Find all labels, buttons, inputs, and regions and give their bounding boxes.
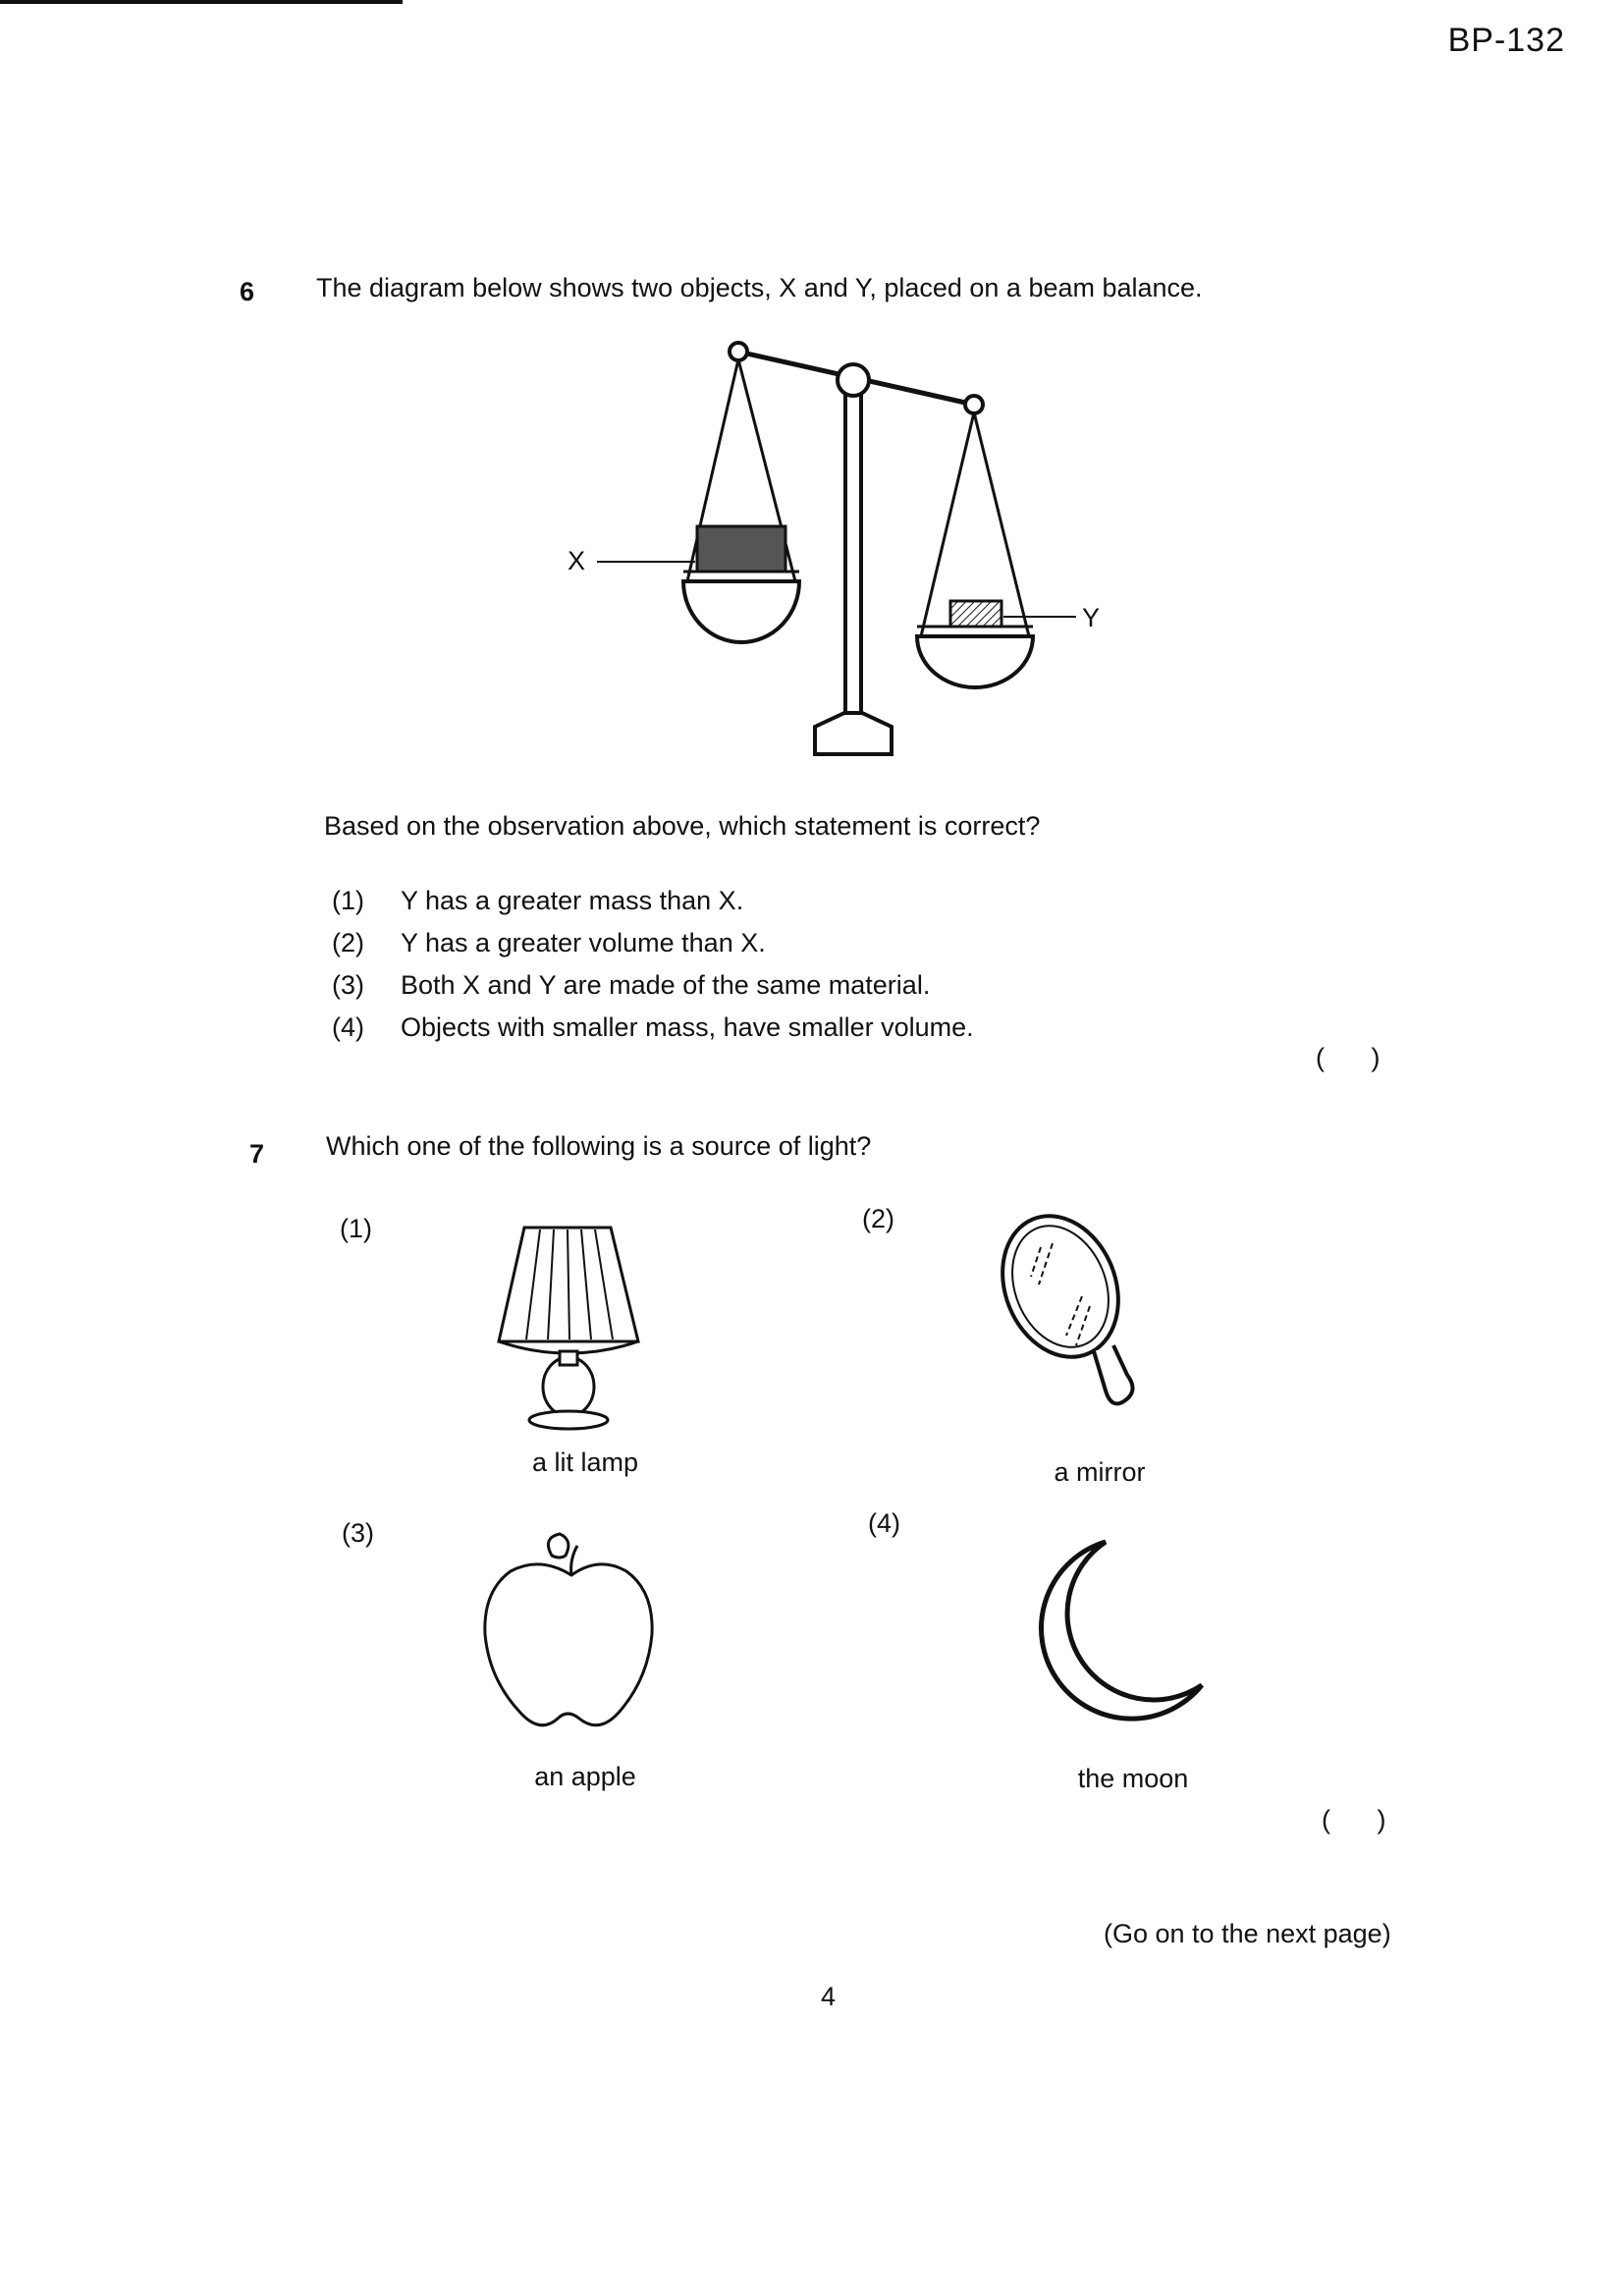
balance-stand bbox=[815, 395, 892, 754]
option-number: (1) bbox=[332, 886, 364, 915]
q7-option-1-caption: a lit lamp bbox=[531, 1448, 639, 1477]
q7-option-1-number: (1) bbox=[340, 1214, 372, 1243]
q6-answer-bracket[interactable]: ( ) bbox=[1316, 1043, 1380, 1072]
option-number: (4) bbox=[332, 1012, 364, 1042]
moon-icon bbox=[1031, 1536, 1208, 1732]
balance-pivot bbox=[838, 364, 869, 396]
option-text: Objects with smaller mass, have smaller volume. bbox=[401, 1012, 974, 1042]
option-text: Y has a greater mass than X. bbox=[401, 886, 744, 915]
q6-prompt: Based on the observation above, which statement is correct? bbox=[324, 811, 1041, 841]
q7-option-2-caption: a mirror bbox=[1054, 1457, 1146, 1487]
q7-answer-bracket[interactable]: ( ) bbox=[1322, 1805, 1386, 1834]
q6-options bbox=[332, 886, 974, 1055]
right-pan bbox=[917, 412, 1033, 687]
option-text: Y has a greater volume than X. bbox=[401, 928, 766, 957]
q7-option-4-number: (4) bbox=[868, 1508, 900, 1538]
q6-number: 6 bbox=[240, 277, 255, 306]
q6-question: The diagram below shows two objects, X and Y, placed on a beam balance. bbox=[316, 273, 1203, 302]
q7-option-4-caption: the moon bbox=[1077, 1764, 1189, 1793]
object-y bbox=[950, 601, 1001, 627]
label-y: Y bbox=[1082, 603, 1101, 632]
page-number: 4 bbox=[821, 1982, 837, 2011]
paper-code: BP-132 bbox=[1447, 22, 1565, 59]
q7-question: Which one of the following is a source of light? bbox=[326, 1131, 872, 1161]
lamp-icon bbox=[491, 1228, 648, 1434]
q7-option-3-number: (3) bbox=[342, 1518, 374, 1548]
label-x: X bbox=[568, 546, 586, 575]
beam-balance-diagram bbox=[550, 334, 1139, 766]
q7-option-3-caption: an apple bbox=[534, 1762, 636, 1791]
q6-option-2 bbox=[332, 928, 974, 958]
q7-number: 7 bbox=[249, 1139, 265, 1169]
option-text: Both X and Y are made of the same material. bbox=[401, 970, 931, 1000]
q6-option-1 bbox=[332, 886, 974, 916]
top-rule bbox=[0, 0, 403, 4]
q7-option-2-number: (2) bbox=[862, 1204, 894, 1233]
option-number: (2) bbox=[332, 928, 364, 957]
go-on-next-page: (Go on to the next page) bbox=[1104, 1919, 1391, 1948]
q6-option-4 bbox=[332, 1012, 974, 1043]
left-pan bbox=[683, 359, 799, 642]
q6-option-3 bbox=[332, 970, 974, 1001]
mirror-icon bbox=[992, 1208, 1159, 1424]
object-x bbox=[697, 526, 785, 572]
option-number: (3) bbox=[332, 970, 364, 1000]
apple-icon bbox=[481, 1532, 668, 1748]
